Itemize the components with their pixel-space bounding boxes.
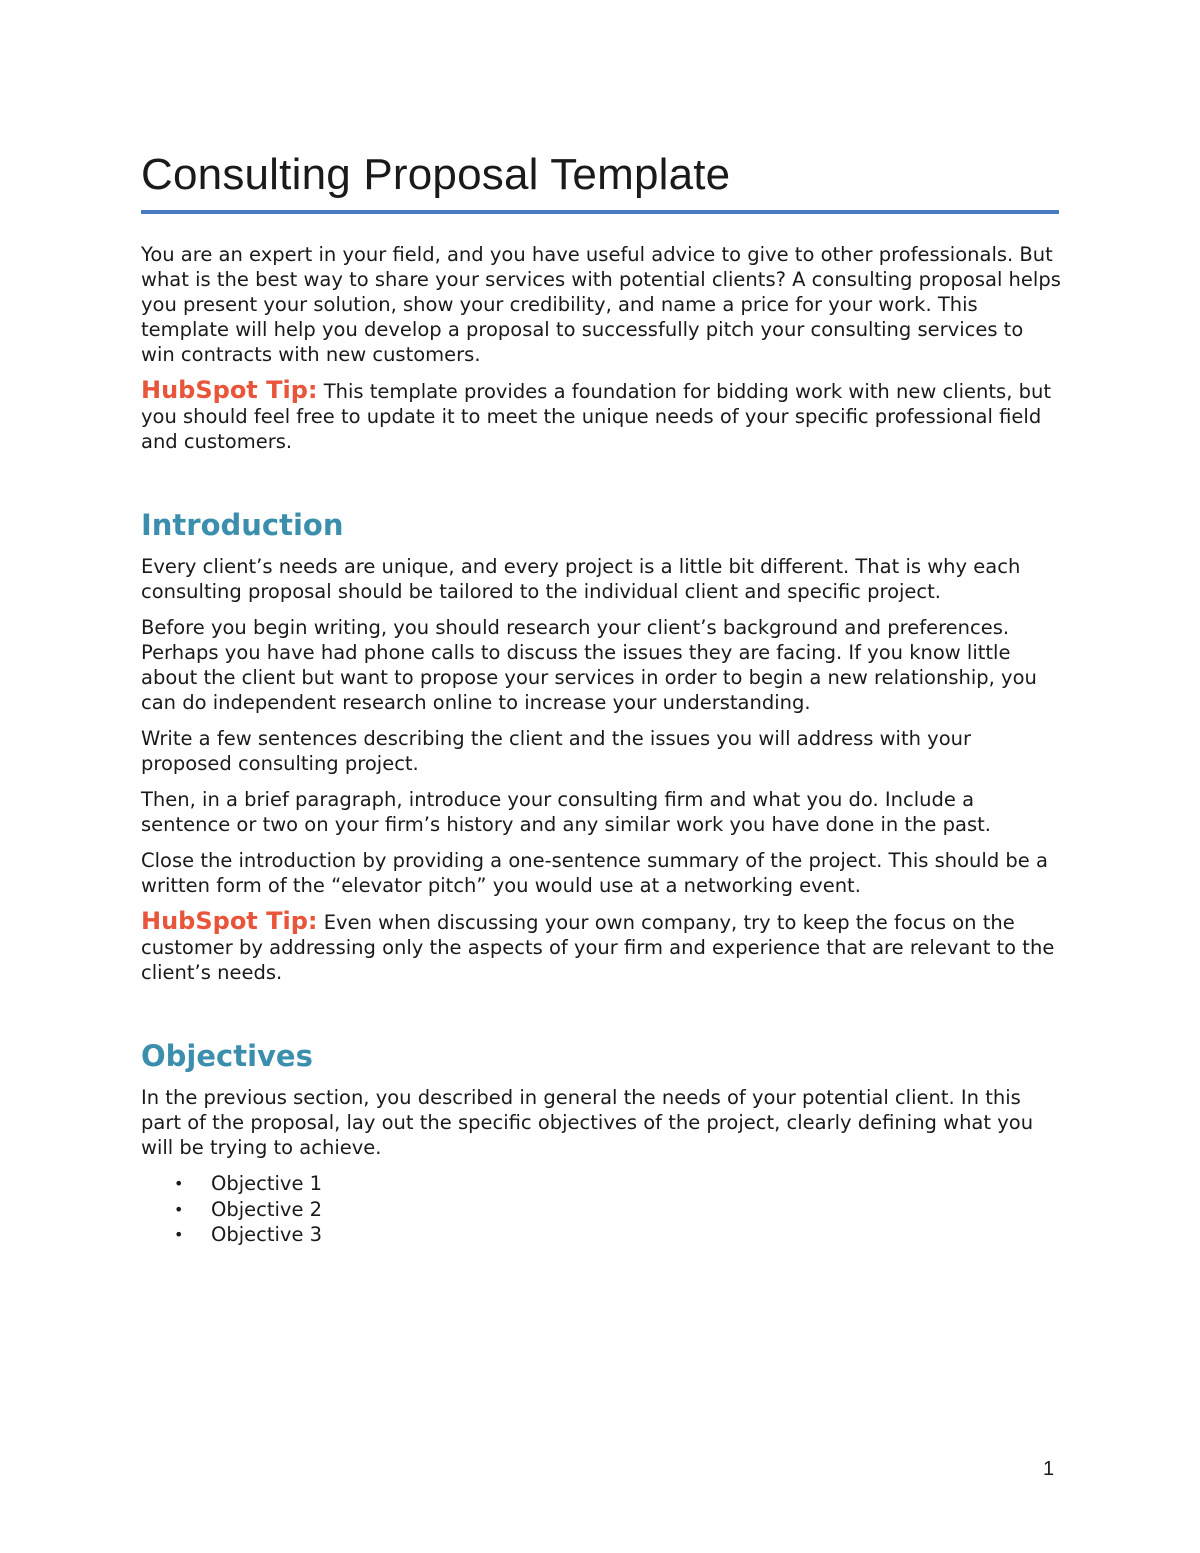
tip-text: Even when discussing your own company, try to keep the focus on the customer by addressing only the aspects of your firm and experience that are relevant to the client’s needs. [141,911,1055,984]
bullet-icon: • [174,1225,184,1244]
introduction-paragraph-2: Before you begin writing, you should research your client’s background and preferences. Perhaps you have had phone calls to discuss the issues they are facing. If you know little about the client but want to propose your services in order to begin a new relationship, you can do independent research online to increase your understanding. [141,616,1037,714]
objectives-list [141,1171,1061,1248]
objective-label: Objective 2 [211,1197,323,1221]
objectives-heading: Objectives [141,1039,313,1073]
objective-label: Objective 3 [211,1223,323,1246]
introduction-heading: Introduction [141,508,344,542]
list-item [141,1171,1061,1197]
bullet-icon: • [174,1174,184,1193]
page-number: 1 [1043,1458,1055,1480]
objective-label: Objective 1 [211,1172,323,1195]
objectives-paragraph: In the previous section, you described in general the needs of your potential client. In this part of the proposal, lay out the specific objectives of the project, clearly defining what you will be trying to achieve. [141,1086,1034,1159]
tip-label: HubSpot Tip: [141,907,318,935]
introduction-paragraph-4: Then, in a brief paragraph, introduce your consulting firm and what you do. Include a sentence or two on your firm’s history and any similar work you have done in the past. [141,788,991,836]
introduction-paragraph-3: Write a few sentences describing the client and the issues you will address with your proposed consulting project. [141,727,971,775]
list-item [141,1222,1061,1248]
list-item [141,1197,1061,1223]
bullet-icon: • [174,1199,184,1219]
hubspot-tip-2 [141,909,1061,985]
tip-text: This template provides a foundation for bidding work with new clients, but you should feel free to update it to meet the unique needs of your specific professional field and customers. [141,380,1051,453]
intro-paragraph: You are an expert in your field, and you have useful advice to give to other professionals. But what is the best way to share your services with potential clients? A consulting proposal helps you present your solution, show your credibility, and name a price for your work. This template will help you develop a proposal to successfully pitch your consulting services to win contracts with new customers. [141,243,1061,366]
introduction-paragraph-1: Every client’s needs are unique, and every project is a little bit different. That is why each consulting proposal should be tailored to the individual client and specific project. [141,555,1021,603]
introduction-paragraph-5: Close the introduction by providing a one-sentence summary of the project. This should be a written form of the “elevator pitch” you would use at a networking event. [141,849,1048,897]
title-underline [141,210,1059,214]
document-body [141,242,1061,1248]
tip-label: HubSpot Tip: [141,376,318,404]
document-title: Consulting Proposal Template [141,150,731,199]
hubspot-tip-1 [141,378,1061,454]
